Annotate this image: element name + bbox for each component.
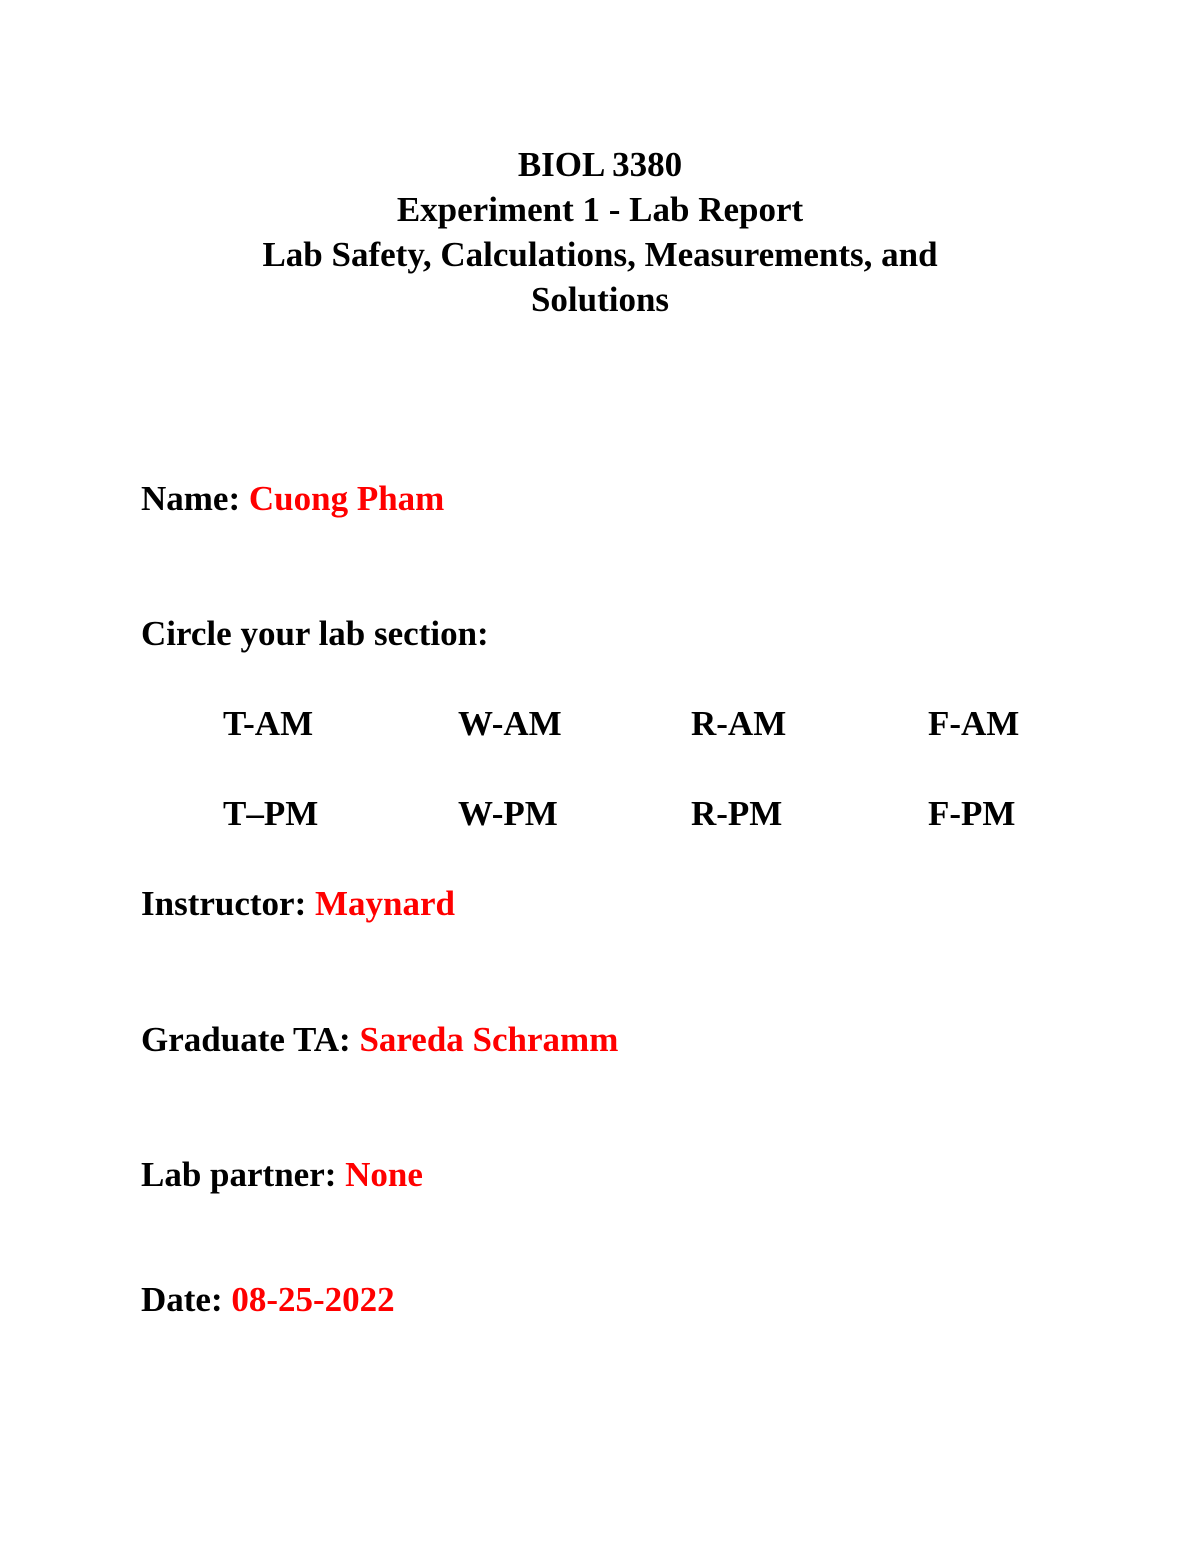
section-option-t-pm[interactable]: T–PM bbox=[223, 794, 319, 833]
section-prompt-label: Circle your lab section: bbox=[141, 614, 489, 653]
graduate-ta-field bbox=[141, 1020, 618, 1060]
name-field bbox=[141, 479, 444, 519]
experiment-title: Experiment 1 - Lab Report bbox=[396, 190, 804, 229]
section-option-f-pm[interactable]: F-PM bbox=[928, 794, 1016, 833]
topic-line-2: Solutions bbox=[530, 280, 670, 319]
instructor-value: Maynard bbox=[315, 884, 455, 923]
section-option-w-pm[interactable]: W-PM bbox=[458, 794, 558, 833]
instructor-label: Instructor: bbox=[141, 884, 315, 923]
instructor-field bbox=[141, 884, 455, 924]
date-label: Date: bbox=[141, 1280, 232, 1319]
section-option-t-am[interactable]: T-AM bbox=[223, 704, 314, 743]
lab-partner-field bbox=[141, 1155, 423, 1195]
course-code: BIOL 3380 bbox=[517, 145, 683, 184]
graduate-ta-label: Graduate TA: bbox=[141, 1020, 360, 1059]
name-label: Name: bbox=[141, 479, 249, 518]
section-prompt bbox=[141, 614, 489, 654]
lab-partner-label: Lab partner: bbox=[141, 1155, 346, 1194]
report-title-block bbox=[0, 142, 1200, 322]
date-value: 08-25-2022 bbox=[231, 1280, 395, 1319]
lab-partner-value: None bbox=[345, 1155, 423, 1194]
section-option-r-am[interactable]: R-AM bbox=[691, 704, 787, 743]
section-option-w-am[interactable]: W-AM bbox=[458, 704, 562, 743]
date-field bbox=[141, 1280, 395, 1320]
topic-line-1: Lab Safety, Calculations, Measurements, and bbox=[262, 235, 938, 274]
section-option-f-am[interactable]: F-AM bbox=[928, 704, 1020, 743]
section-option-r-pm[interactable]: R-PM bbox=[691, 794, 783, 833]
name-value: Cuong Pham bbox=[248, 479, 445, 518]
graduate-ta-value: Sareda Schramm bbox=[359, 1020, 619, 1059]
